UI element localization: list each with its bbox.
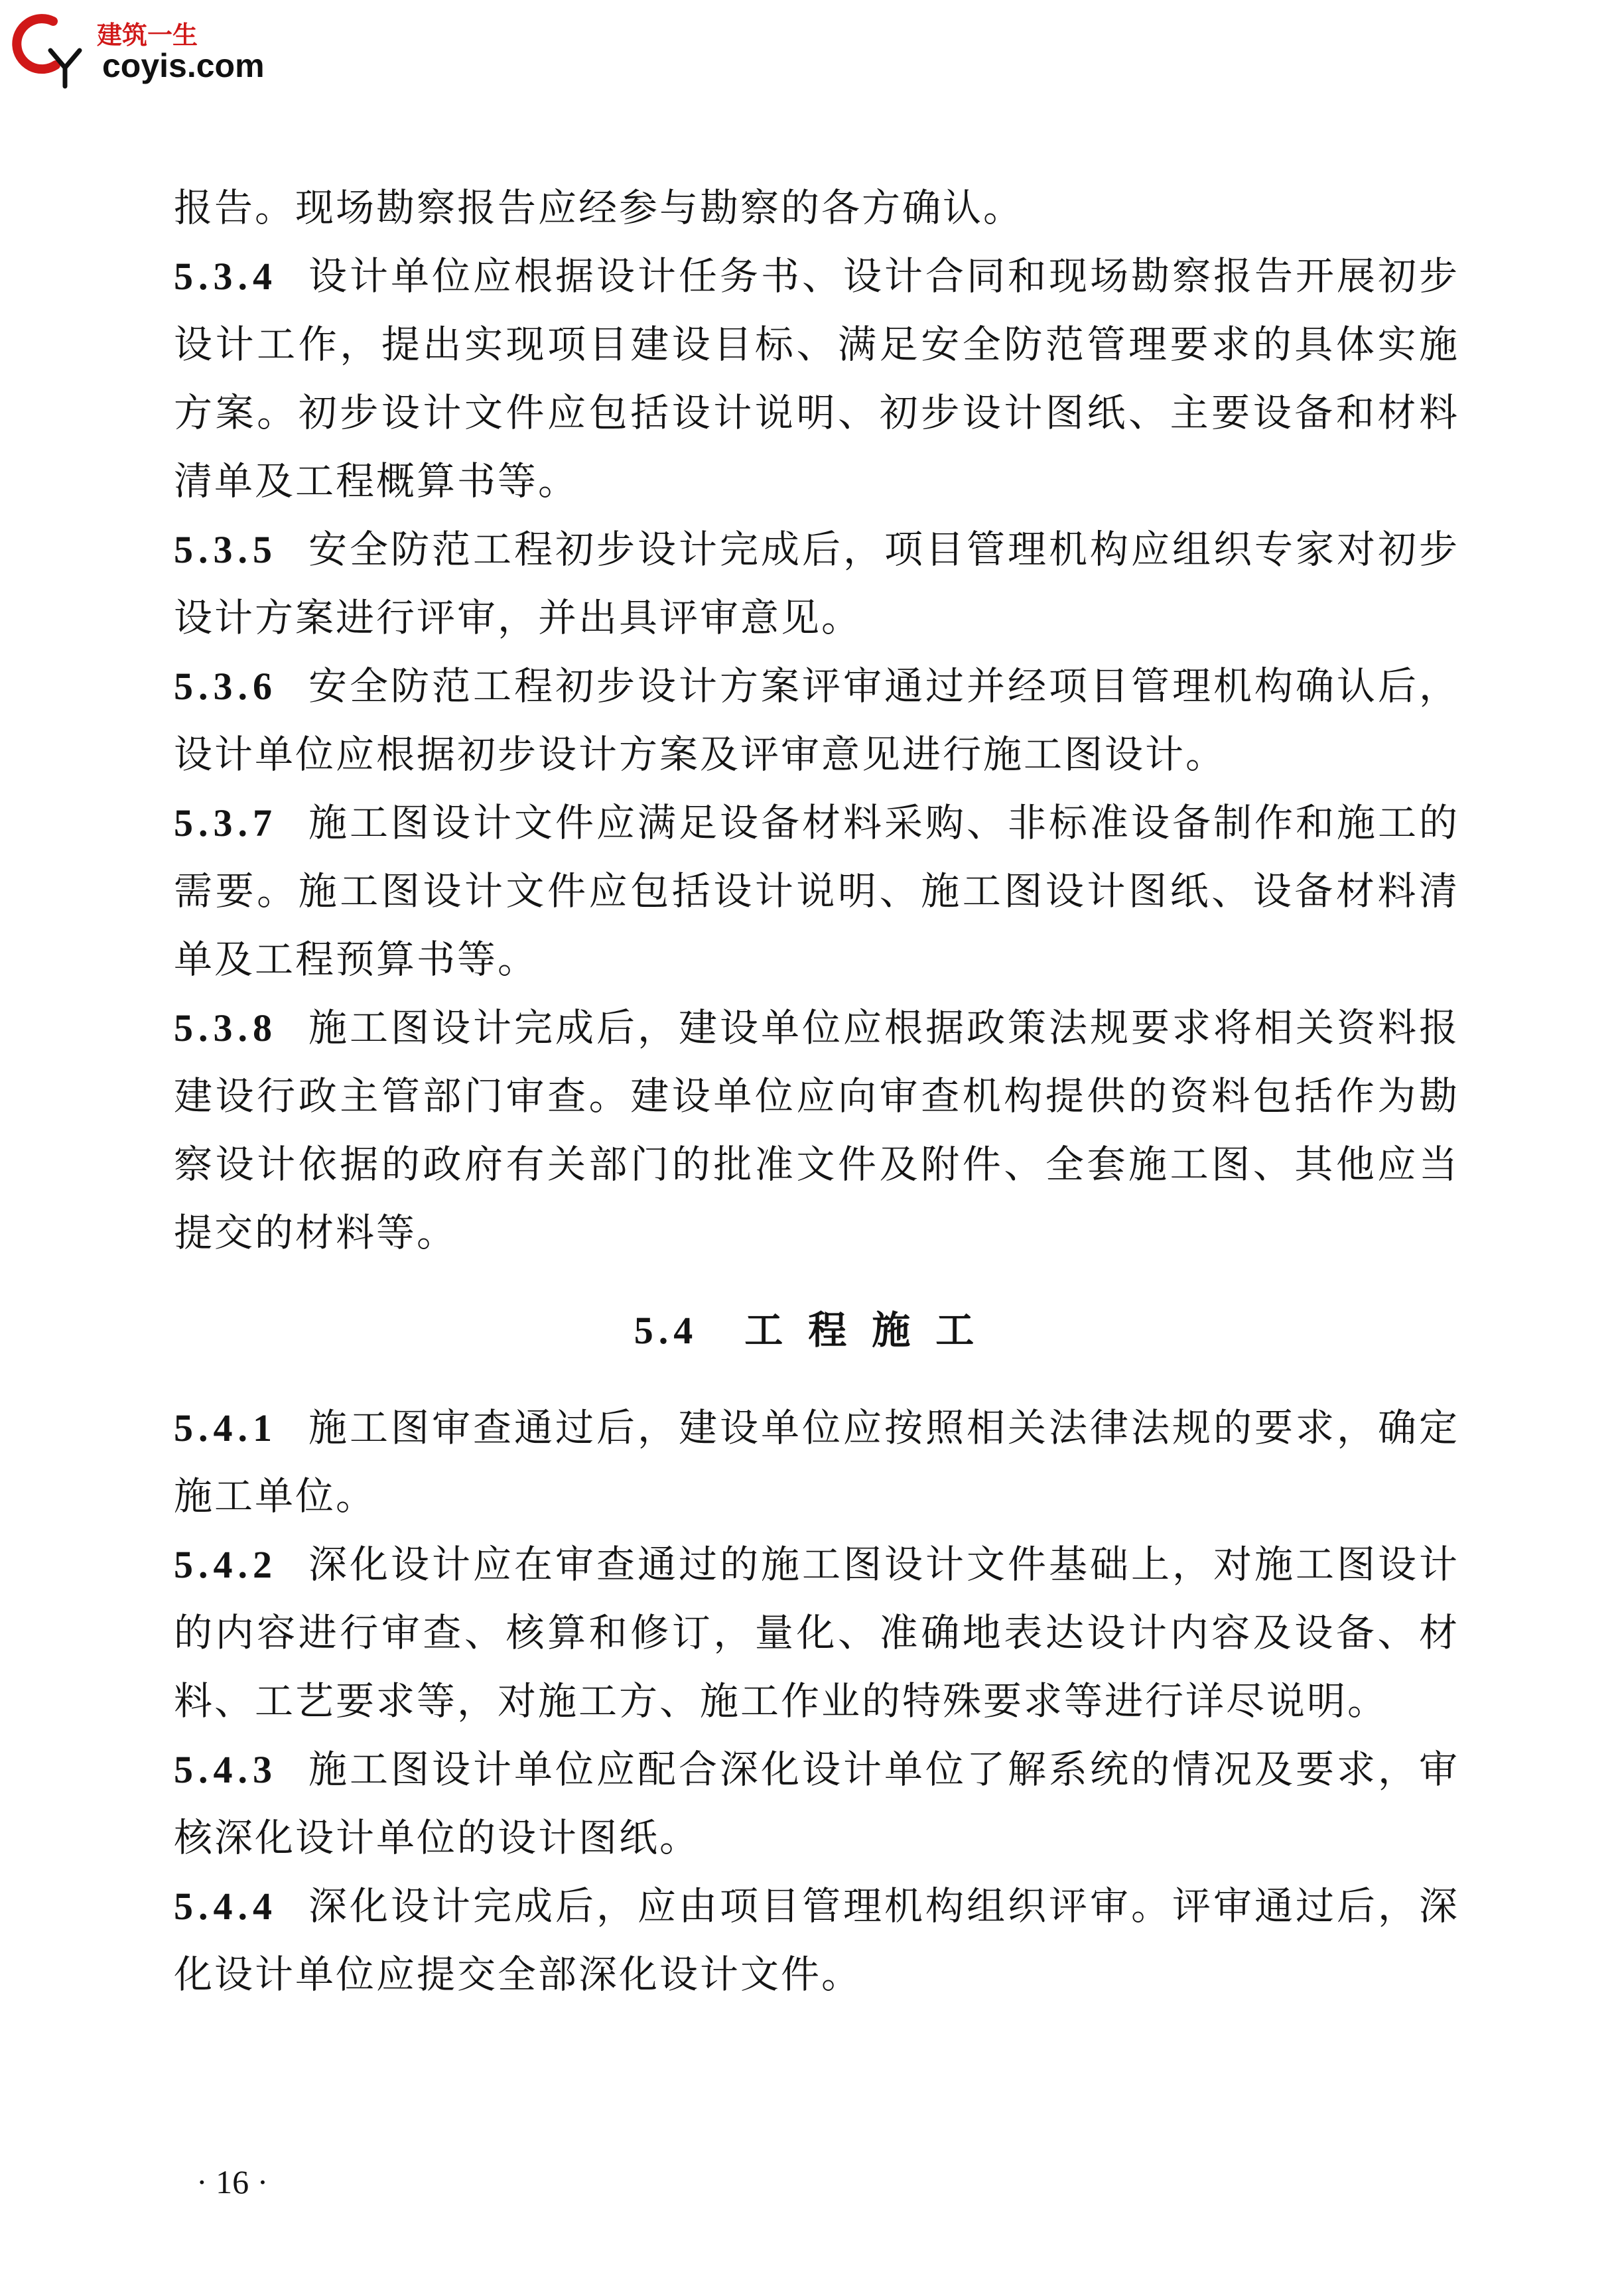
clause-text: 施工图审查通过后，建设单位应按照相关法律法规的要求，确定施工单位。 — [174, 1405, 1459, 1519]
section-heading — [174, 1296, 1459, 1365]
section-title: 工程施工 — [744, 1308, 1000, 1353]
paragraph — [174, 174, 1459, 242]
clause-text: 深化设计应在审查通过的施工图设计文件基础上，对施工图设计的内容进行审查、核算和修订，量化、准确地表达设计内容及设备、材料、工艺要求等，对施工方、施工作业的特殊要求等进行详尽说明。 — [174, 1542, 1459, 1723]
clause-number: 5.3.5 — [174, 528, 277, 571]
clause-5-4-4 — [174, 1872, 1459, 2009]
paragraph-text: 报告。现场勘察报告应经参与勘察的各方确认。 — [174, 185, 1024, 230]
clause-number: 5.3.4 — [174, 255, 277, 298]
clause-5-3-6 — [174, 652, 1459, 789]
page-number: · 16 · — [196, 2163, 269, 2200]
clause-5-4-2 — [174, 1530, 1459, 1735]
clause-5-3-5 — [174, 515, 1459, 652]
clause-number: 5.4.3 — [174, 1748, 277, 1791]
body-text — [174, 174, 1459, 2009]
clause-5-3-8 — [174, 994, 1459, 1267]
clause-5-3-7 — [174, 789, 1459, 994]
clause-text: 安全防范工程初步设计方案评审通过并经项目管理机构确认后，设计单位应根据初步设计方案及评审意见进行施工图设计。 — [174, 663, 1459, 777]
clause-5-4-1 — [174, 1394, 1459, 1530]
clause-text: 深化设计完成后，应由项目管理机构组织评审。评审通过后，深化设计单位应提交全部深化设计文件。 — [174, 1883, 1459, 1997]
clause-5-3-4 — [174, 242, 1459, 515]
section-number: 5.4 — [634, 1309, 699, 1352]
clause-text: 设计单位应根据设计任务书、设计合同和现场勘察报告开展初步设计工作，提出实现项目建设目标、满足安全防范管理要求的具体实施方案。初步设计文件应包括设计说明、初步设计图纸、主要设备和材料清单及工程概算书等。 — [174, 253, 1459, 504]
clause-number: 5.4.1 — [174, 1406, 277, 1450]
clause-number: 5.3.6 — [174, 665, 277, 708]
clause-number: 5.3.7 — [174, 801, 277, 844]
clause-number: 5.4.2 — [174, 1543, 277, 1586]
cy-logo-icon — [12, 9, 98, 89]
clause-text: 安全防范工程初步设计完成后，项目管理机构应组织专家对初步设计方案进行评审，并出具评审意见。 — [174, 527, 1459, 640]
clause-number: 5.3.8 — [174, 1006, 277, 1049]
clause-text: 施工图设计单位应配合深化设计单位了解系统的情况及要求，审核深化设计单位的设计图纸。 — [174, 1747, 1459, 1860]
clause-text: 施工图设计完成后，建设单位应根据政策法规要求将相关资料报建设行政主管部门审查。建设单位应向审查机构提供的资料包括作为勘察设计依据的政府有关部门的批准文件及附件、全套施工图、其他应当提交的材料等。 — [174, 1005, 1459, 1255]
site-logo — [12, 9, 291, 89]
logo-url-text: coyis.com — [102, 47, 265, 84]
clause-5-4-3 — [174, 1735, 1459, 1872]
clause-number: 5.4.4 — [174, 1885, 277, 1928]
clause-text: 施工图设计文件应满足设备材料采购、非标准设备制作和施工的需要。施工图设计文件应包括设计说明、施工图设计图纸、设备材料清单及工程预算书等。 — [174, 800, 1459, 982]
logo-chinese-text: 建筑一生 — [97, 21, 198, 50]
